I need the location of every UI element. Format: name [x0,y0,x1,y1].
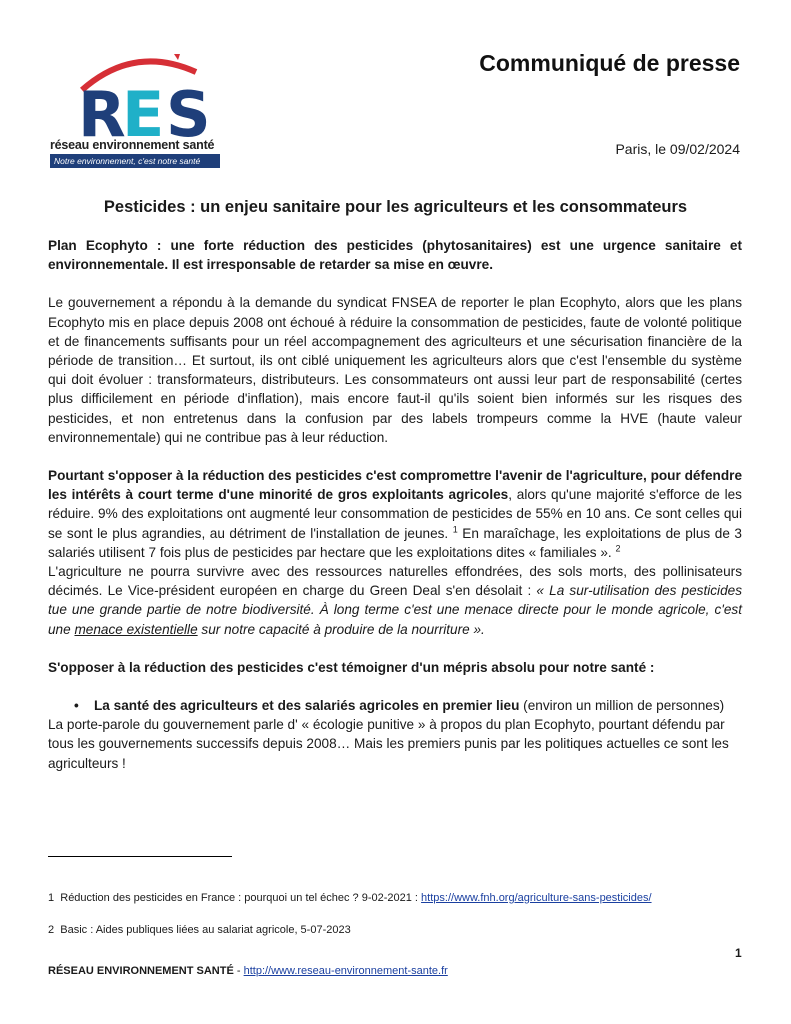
svg-text:E: E [122,78,165,151]
footer: RÉSEAU ENVIRONNEMENT SANTÉ - http://www.reseau-environnement-sante.fr [48,965,448,977]
headline: Pesticides : un enjeu sanitaire pour les agriculteurs et les consommateurs [103,198,688,216]
bullet-icon: • [74,698,79,714]
paragraph-2: Pourtant s'opposer à la réduction des pesticides c'est compromettre l'avenir de l'agriculture, pour défendre les intérêts à court terme d'une minorité de gros exploitants agricoles, alors qu'une majorité s'efforce de les réduire. 9% des exploitations ont augmenté leur consommation de pesticides de 55% en 10 ans. Ce sont celles qui se sont le plus agrandies, au détriment de l'installation de jeunes. $^1$ En maraîchage, les exploitations de plus de 3 salariés utilisent 7 fois plus de pesticides par hectare que les exploitations dites « familiales ». $^2$ [48,468,742,560]
footnote-1: 1 Réduction des pesticides en France : pourquoi un tel échec ? 9-02-2021 : https://www.fnh.org/agriculture-sans-pesticides/ [48,892,652,904]
body-text [48,236,742,773]
logo-name: réseau environnement santé [50,138,215,152]
logo-tagline: Notre environnement, c'est notre santé [50,154,220,168]
footer-website-link[interactable]: http://www.reseau-environnement-sante.fr [243,965,448,977]
paragraph-3: La porte-parole du gouvernement parle d' « écologie punitive » à propos du plan Ecophyto, pourtant défendu par tous les gouvernements successifs depuis 2008… Mais les premiers punis par les politiques actuelles ce sont les agriculteurs ! [48,717,729,771]
footnote-ref-2[interactable]: 2 [615,543,621,554]
list-item: • La santé des agriculteurs et des salariés agricoles en premier lieu (environ un million de personnes) [48,696,742,715]
footnote-ref-1[interactable]: 1 [452,524,458,535]
emphasized-phrase: menace existentielle [74,621,198,637]
footnote-separator [48,856,232,857]
svg-text:S: S [166,78,211,151]
paragraph-2b: L'agriculture ne pourra survivre avec des ressources naturelles effondrées, des sols morts, des pollinisateurs décimés. Le Vice-président européen en charge du Green Deal s'en désolait : « La sur-utilisation des pesticides tue une grande partie de notre biodiversité. À long terme c'est une menace directe pour le monde agricole, c'est une menace existentielle sur notre capacité à produire de la nourriture ». [48,564,742,637]
page-number: 1 [735,946,742,960]
section-heading: S'opposer à la réduction des pesticides c'est témoigner d'un mépris absolu pour notre santé : [48,659,655,675]
svg-text:R: R [78,78,126,151]
intro-paragraph: Plan Ecophyto : une forte réduction des pesticides (phytosanitaires) est une urgence sanitaire et environnementale. Il est irresponsable de retarder sa mise en œuvre. [48,238,742,273]
press-release-title: Communiqué de presse [479,50,740,76]
release-date: Paris, le 09/02/2024 [615,141,740,157]
paragraph-1: Le gouvernement a répondu à la demande du syndicat FNSEA de reporter le plan Ecophyto, alors que les plans Ecophyto mis en place depuis 2008 ont échoué à réduire la consommation de pesticides, faute de volonté politique et de financements suffisants pour un réel accompagnement des agriculteurs et une sécurisation financière de la période de transition… Et surtout, ils ont ciblé uniquement les agriculteurs alors que c'est l'ensemble du système qui doit évoluer : transformateurs, distributeurs. Les consommateurs ont aussi leur part de responsabilité (certes plus difficilement en période d'inflation), mais encore faut-il qu'ils soient bien informés sur les risques des pesticides, et non entretenus dans la confusion par des labels trompeurs comme la HVE (haute valeur environnementale) qui ne contribue pas à leur réduction. [48,295,742,445]
footnote-2: 2 Basic : Aides publiques liées au salariat agricole, 5-07-2023 [48,924,351,936]
footer-org: RÉSEAU ENVIRONNEMENT SANTÉ [48,965,234,977]
footnote-1-link[interactable]: https://www.fnh.org/agriculture-sans-pesticides/ [421,892,652,904]
res-logo [50,50,222,170]
